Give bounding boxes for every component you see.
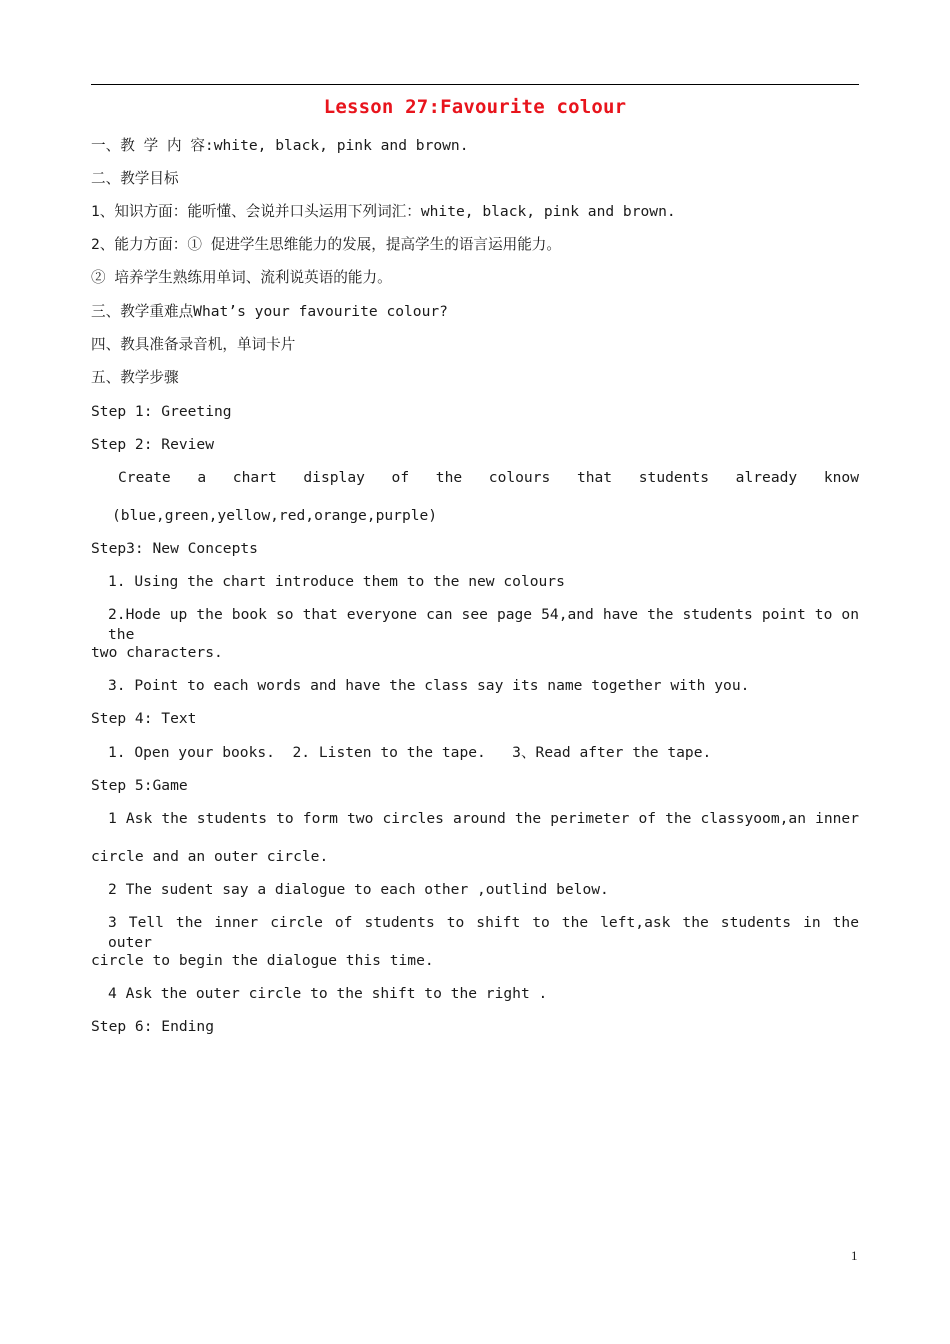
content-line: 三、教学重难点What’s your favourite colour? [91,303,448,320]
content-line: 2 The sudent say a dialogue to each other ,outlind below. [108,881,609,898]
header-rule [91,84,859,85]
content-line: 1 Ask the students to form two circles around the perimeter of the classyoom,an inner [108,810,859,827]
step-heading: Step 6: Ending [91,1018,215,1035]
content-line: 2、能力方面：① 促进学生思维能力的发展，提高学生的语言运用能力。 [91,236,561,253]
step-heading: Step 4: Text [91,710,197,727]
content-line: 2.Hode up the book so that everyone can see page 54,and have the students point to on the [108,606,859,643]
content-line: Create a chart display of the colours that students already know [118,469,859,486]
page-number: 1 [851,1248,858,1263]
content-line: 1. Using the chart introduce them to the new colours [108,573,565,590]
content-line: 1、知识方面：能听懂、会说并口头运用下列词汇：white, black, pink and brown. [91,203,676,220]
content-line: 五、教学步骤 [91,369,179,386]
content-line: 3 Tell the inner circle of students to shift to the left,ask the students in the outer [108,914,859,951]
content-line: ② 培养学生熟练用单词、流利说英语的能力。 [91,269,392,286]
step-heading: Step3: New Concepts [91,540,258,557]
content-line: 四、教具准备录音机，单词卡片 [91,336,296,353]
content-line: 一、教 学 内 容:white, black, pink and brown. [91,137,469,154]
step-heading: Step 2: Review [91,436,215,453]
content-line: 4 Ask the outer circle to the shift to the right . [108,985,548,1002]
content-line: circle and an outer circle. [91,848,329,865]
content-line: (blue,green,yellow,red,orange,purple) [112,507,438,524]
step-heading: Step 1: Greeting [91,403,232,420]
content-line: 3. Point to each words and have the class say its name together with you. [108,677,750,694]
step-heading: Step 5:Game [91,777,188,794]
content-line: two characters. [91,644,223,661]
content-line: 1. Open your books. 2. Listen to the tape. 3、Read after the tape. [108,744,712,761]
content-line: 二、教学目标 [91,170,179,187]
lesson-title: Lesson 27:Favourite colour [323,96,627,118]
content-line: circle to begin the dialogue this time. [91,952,434,969]
